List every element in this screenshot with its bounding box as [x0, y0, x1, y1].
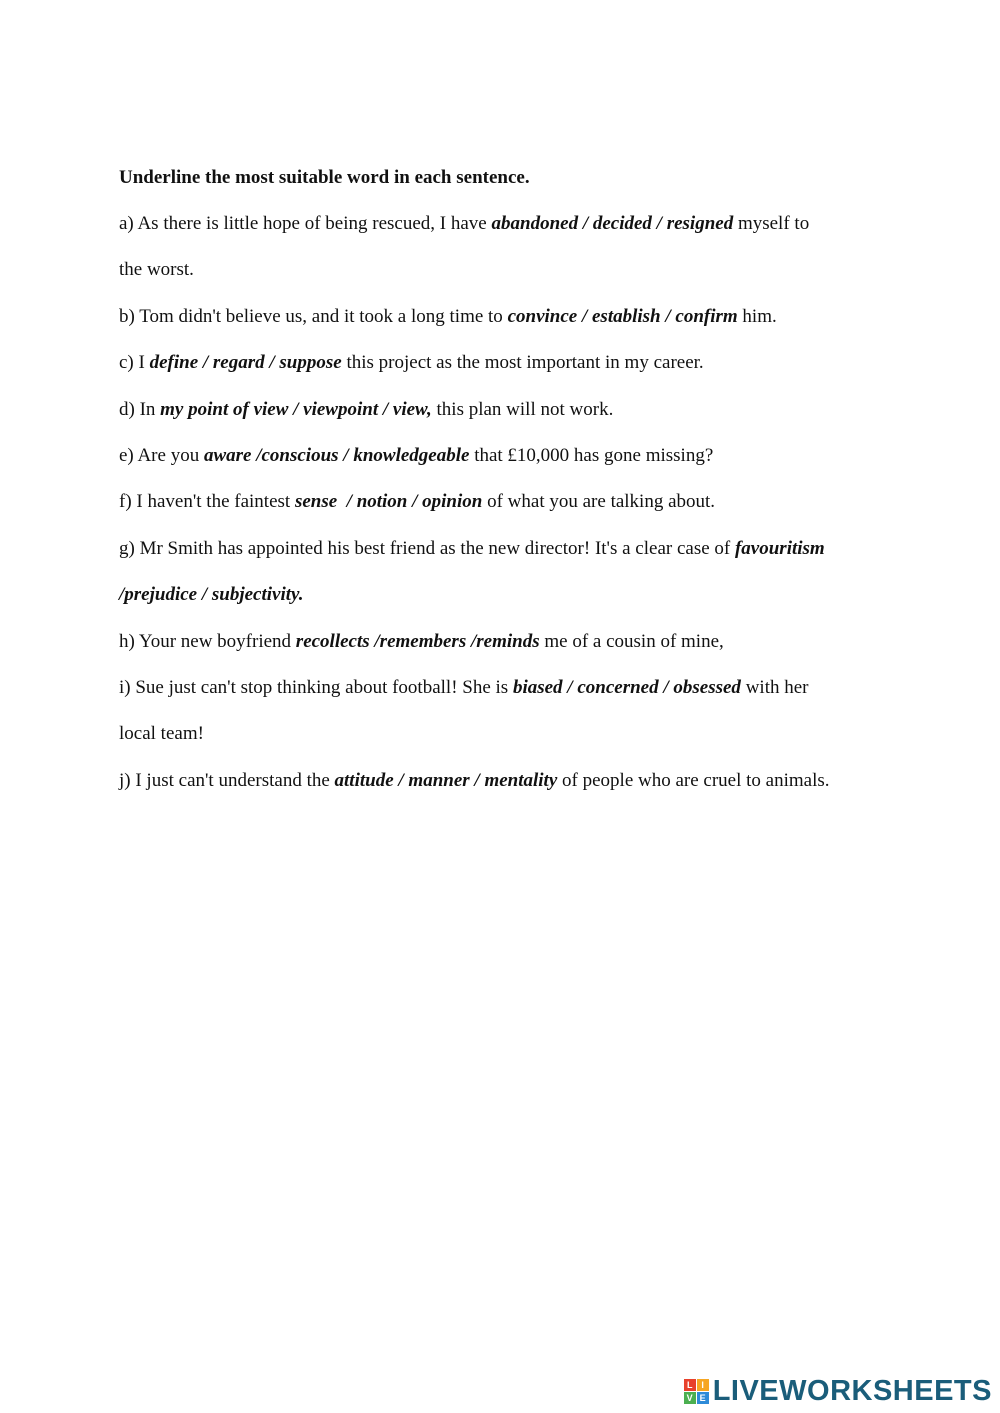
- sentence-text: f) I haven't the faintest: [119, 491, 295, 513]
- sentence-text: me of a cousin of mine,: [539, 630, 724, 652]
- sentence-c: [119, 348, 909, 378]
- sentence-h: [119, 627, 909, 657]
- word-options-j[interactable]: attitude / manner / mentality: [334, 769, 558, 791]
- sentence-text: myself to: [733, 213, 810, 234]
- logo-mark-icon: [684, 1379, 709, 1404]
- sentence-text: local team!: [119, 723, 204, 745]
- sentence-text: h) Your new boyfriend: [119, 630, 296, 652]
- sentence-text: b) Tom didn't believe us, and it took a long time to: [119, 305, 508, 327]
- sentence-a-line-2: [119, 255, 909, 285]
- logo-mark-letter: I: [697, 1379, 709, 1391]
- sentence-i-line-1: [119, 673, 909, 703]
- logo-wordmark: LIVEWORKSHEETS: [712, 1375, 992, 1407]
- worksheet-content: [119, 163, 909, 812]
- sentence-text: him.: [737, 305, 777, 327]
- sentence-text: of people who are cruel to animals.: [557, 769, 830, 791]
- word-options-b[interactable]: convince / establish / confirm: [507, 305, 738, 327]
- word-options-e[interactable]: aware /conscious / knowledgeable: [203, 444, 470, 466]
- sentence-text: with her: [740, 676, 809, 698]
- sentence-text: i) Sue just can't stop thinking about football! She is: [119, 676, 513, 698]
- sentence-text: e) Are you: [119, 444, 204, 466]
- sentence-text: d) In: [119, 398, 161, 420]
- sentence-text: that £10,000 has gone missing?: [469, 444, 714, 466]
- sentence-j: [119, 766, 909, 796]
- instruction-heading: Underline the most suitable word in each sentence.: [119, 167, 530, 188]
- sentence-text: j) I just can't understand the: [119, 769, 335, 791]
- sentence-g-line-1: [119, 534, 909, 564]
- sentence-e: [119, 441, 909, 471]
- sentence-text: of what you are talking about.: [482, 491, 716, 513]
- sentence-text: c) I: [119, 352, 150, 374]
- logo-mark-letter: V: [684, 1392, 696, 1404]
- word-options-h[interactable]: recollects /remembers /reminds: [295, 630, 540, 652]
- word-options-c[interactable]: define / regard / suppose: [149, 352, 342, 374]
- sentence-text: a) As there is little hope of being rescued, I have: [119, 213, 492, 234]
- sentence-d: [119, 395, 909, 425]
- sentence-text: this plan will not work.: [431, 398, 614, 420]
- word-options-i[interactable]: biased / concerned / obsessed: [512, 676, 741, 698]
- sentence-i-line-2: [119, 719, 909, 749]
- logo-mark-letter: E: [697, 1392, 709, 1404]
- word-options-g-part-1[interactable]: favouritism: [734, 537, 825, 559]
- sentence-text: this project as the most important in my career.: [341, 352, 704, 374]
- word-options-g-part-2[interactable]: /prejudice / subjectivity.: [119, 584, 304, 606]
- sentence-g-line-2: [119, 580, 909, 610]
- sentence-text: g) Mr Smith has appointed his best friend as the new director! It's a clear case of: [119, 537, 735, 559]
- word-options-a[interactable]: abandoned / decided / resigned: [491, 213, 734, 234]
- sentence-b: [119, 302, 909, 332]
- sentence-f: [119, 487, 909, 517]
- logo-mark-letter: L: [684, 1379, 696, 1391]
- liveworksheets-logo: [684, 1375, 992, 1407]
- word-options-f[interactable]: sense / notion / opinion: [294, 491, 483, 513]
- sentence-a-line-1: [119, 209, 909, 239]
- sentence-text: the worst.: [119, 259, 194, 281]
- word-options-d[interactable]: my point of view / viewpoint / view,: [160, 398, 432, 420]
